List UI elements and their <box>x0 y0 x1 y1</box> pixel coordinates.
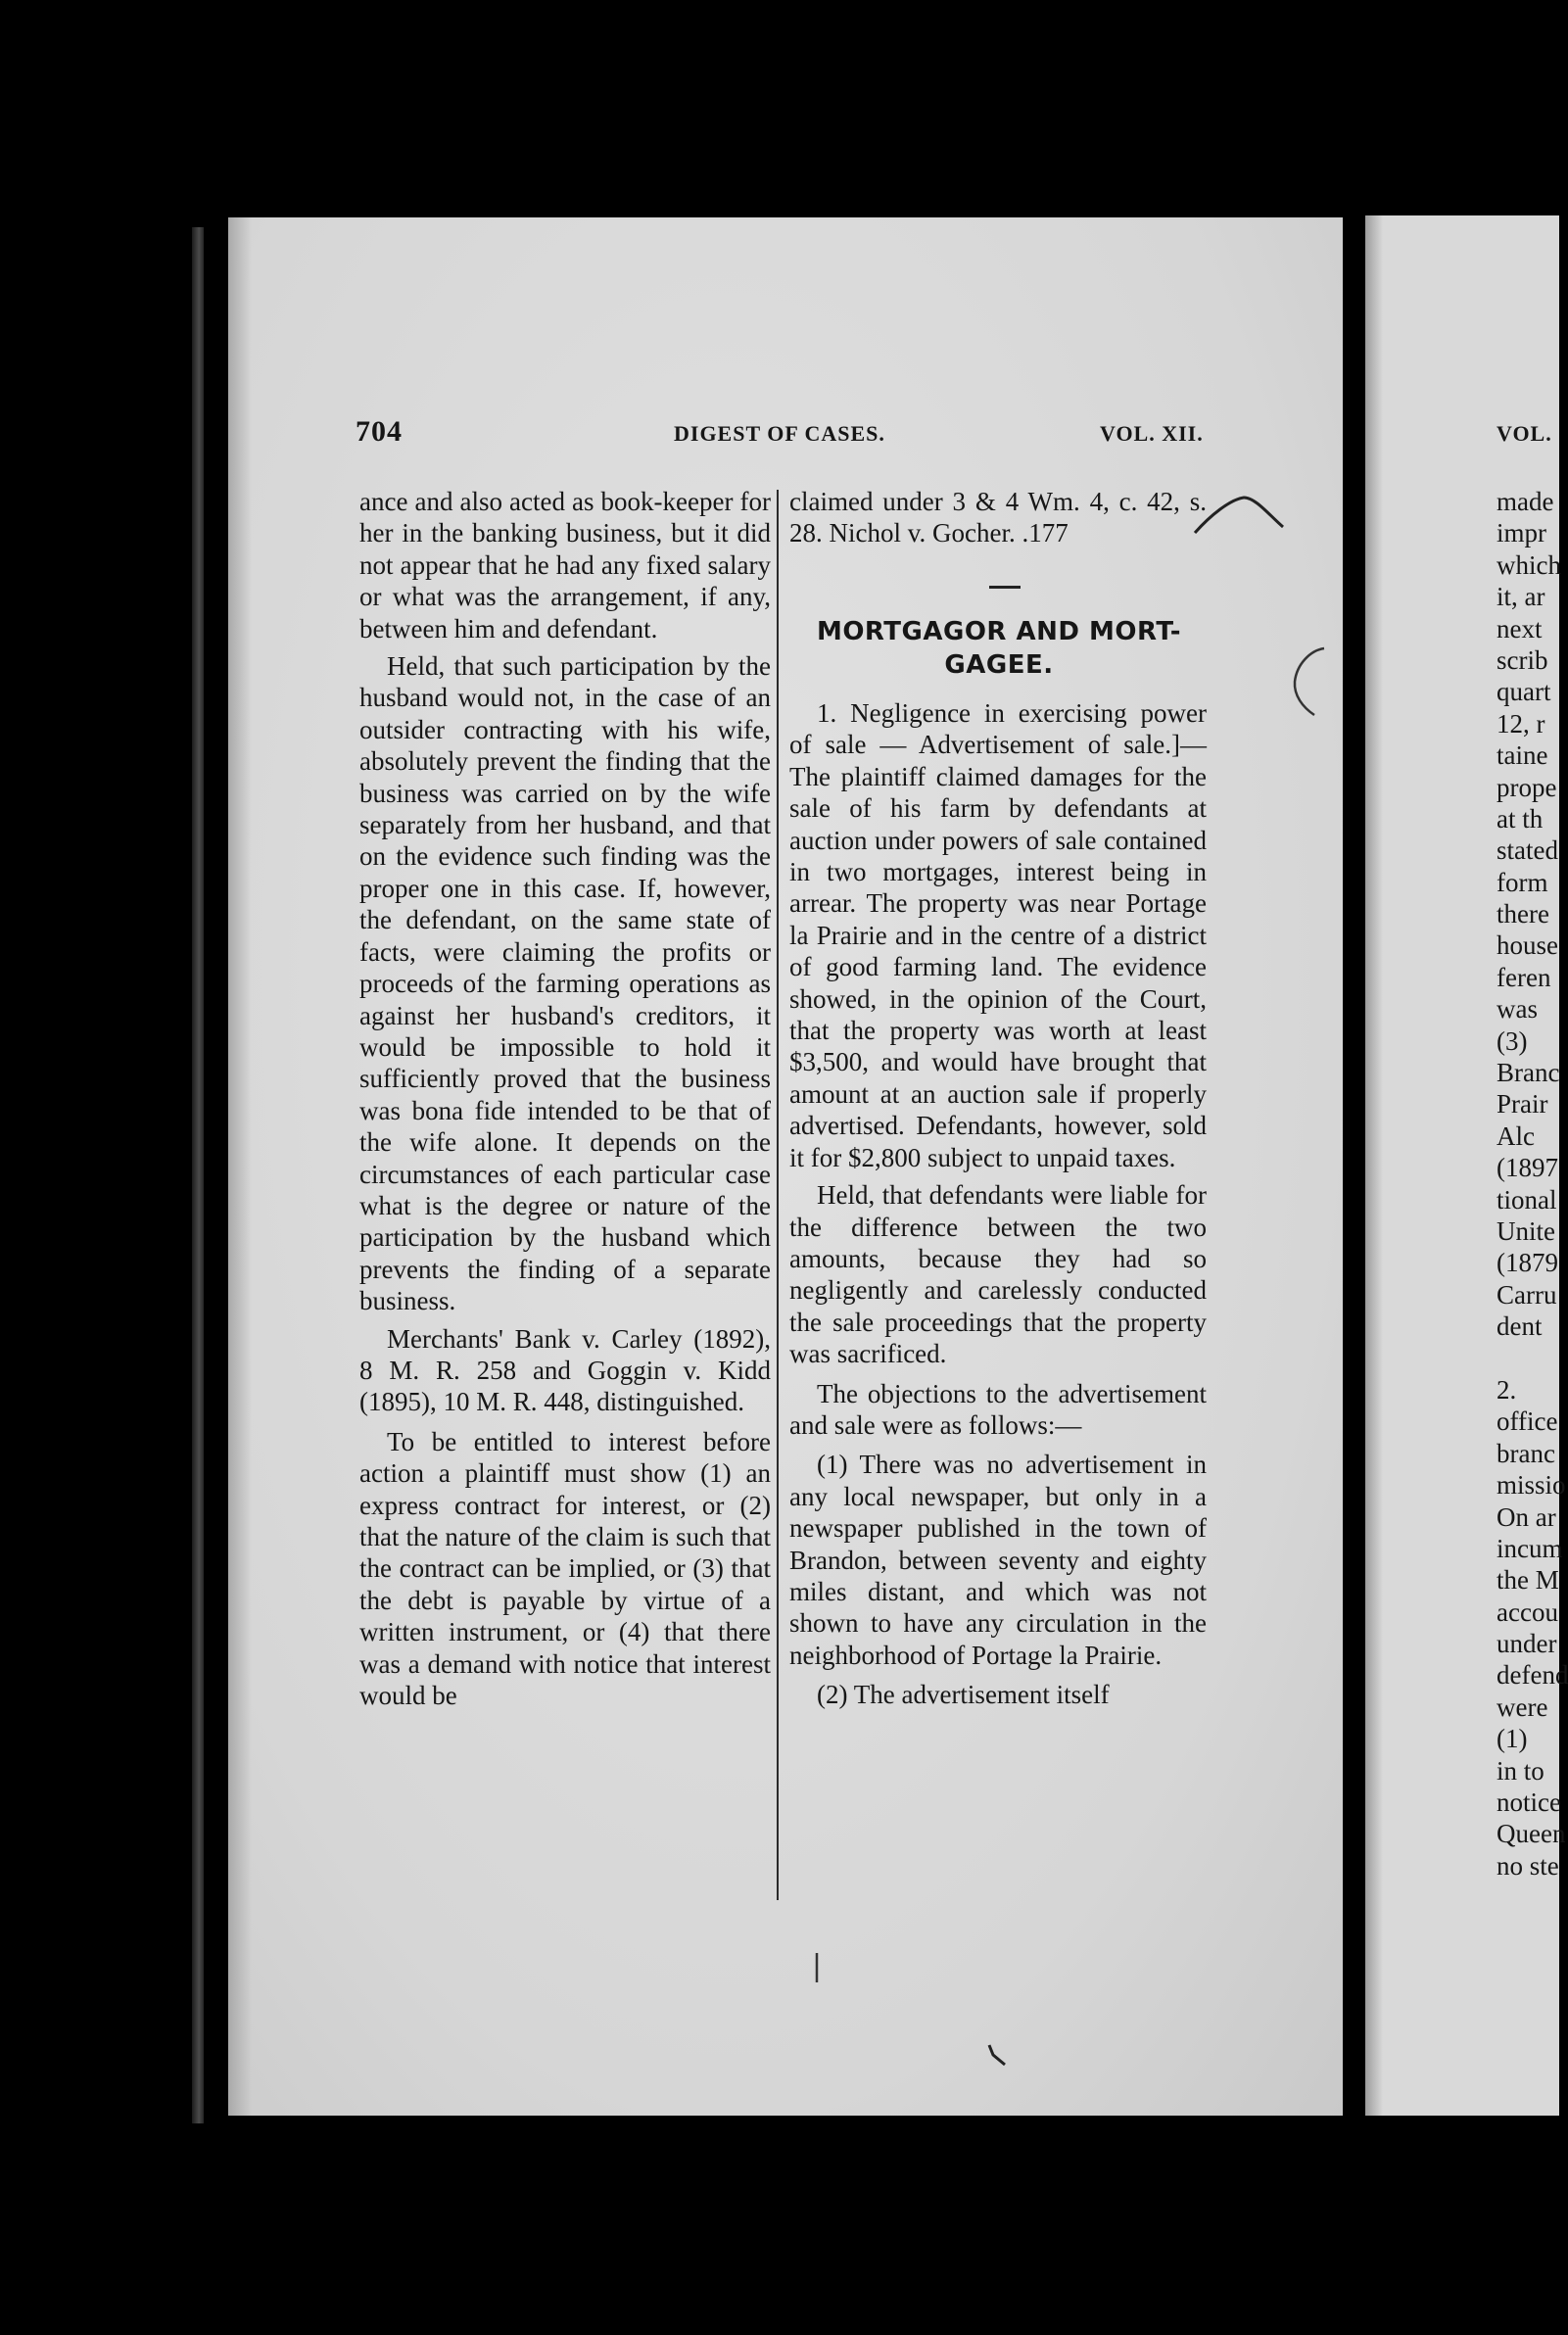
adjacent-line-fragment: accou <box>1497 1596 1558 1627</box>
adjacent-line-fragment: were <box>1497 1692 1548 1722</box>
adjacent-line-fragment: was <box>1497 994 1538 1025</box>
adjacent-line-fragment: incum <box>1497 1533 1563 1563</box>
adjacent-line-fragment: Carru <box>1497 1279 1557 1310</box>
left-column <box>359 486 771 1711</box>
adjacent-line-fragment: Alc <box>1497 1120 1535 1151</box>
adjacent-line-fragment: under <box>1497 1629 1557 1659</box>
running-title: DIGEST OF CASES. <box>674 421 885 446</box>
right-paragraph-4: (1) There was no advertisement in any local newspaper, but only in a newspaper published in the town of Brandon, between seventy and eighty miles distant, and which was not shown to have any circulation in the neighborhood of Portage la Prairie. <box>789 1450 1207 1670</box>
adjacent-line-fragment: stated <box>1497 835 1558 866</box>
adjacent-line-fragment: branc <box>1497 1438 1555 1468</box>
adjacent-line-fragment: dent <box>1497 1311 1543 1342</box>
adjacent-line-fragment: next <box>1497 613 1543 643</box>
right-paragraph-2: Held, that defendants were liable for the difference between the two amounts, because they had so negligently and carelessly conducted the sale proceedings that the property was sacrificed. <box>789 1180 1207 1369</box>
right-paragraph-5: (2) The advertisement itself <box>817 1680 1110 1710</box>
left-paragraph-1: ance and also acted as book-keeper for her in the banking business, but it did not appear that he had any fixed salary or what was the arrangement, if any, between him and defendant. <box>359 487 771 643</box>
adjacent-line-fragment: impr <box>1497 518 1546 548</box>
volume-label: VOL. XII. <box>1100 421 1204 446</box>
adjacent-line-fragment <box>1497 1343 1565 1374</box>
adjacent-line-fragment: quart <box>1497 677 1551 707</box>
adjacent-line-fragment: On ar <box>1497 1501 1556 1532</box>
pencil-mark-dash <box>809 1949 825 1988</box>
adjacent-line-fragment: notice <box>1497 1787 1561 1818</box>
adjacent-line-fragment: the M <box>1497 1565 1559 1596</box>
adjacent-line-fragment: made <box>1497 487 1554 516</box>
adjacent-line-fragment: tional <box>1497 1184 1557 1215</box>
adjacent-line-fragment: feren <box>1497 962 1551 992</box>
adjacent-line-fragment: which <box>1497 549 1561 580</box>
pencil-mark-hook <box>1285 643 1334 721</box>
section-heading <box>793 615 1205 682</box>
right-paragraph-1: 1. Negligence in exercising power of sale — Advertisement of sale.]—The plaintiff claimed damages for the sale of his farm by defendants at auction under powers of sale contained in two mortgages, interest being in arrear. The property was near Portage la Prairie and in the centre of a district of good farming land. The evidence showed, in the opinion of the Court, that the property was worth at least $3,500, and would have brought that amount at an auction sale if properly advertised. Defendants, however, sold it for $2,800 subject to unpaid taxes. <box>789 698 1207 1172</box>
adjacent-line-fragment: it, ar <box>1497 582 1545 612</box>
adjacent-line-fragment: (1) <box>1497 1724 1528 1754</box>
adjacent-line-fragment: Queen <box>1497 1819 1566 1849</box>
right-opening-text: claimed under 3 & 4 Wm. 4, c. 42, s. 28. Nichol v. Gocher. .177 <box>789 487 1207 548</box>
left-paragraph-2: Held, that such participation by the husband would not, in the case of an outsider contracting with his wife, absolutely prevent the finding that the business was carried on by the wife separately from her husband, and that on the evidence such finding was the proper one in this case. If, however, the defendant, on the same state of facts, were claiming the profits or proceeds of the farming operations as against her husband's creditors, it would be impossible to hold it sufficiently proved that the business was bona fide intended to be that of the wife alone. It depends on the circumstances of each particular case what is the degree or nature of the participation by the husband which prevents the finding of a separate business. <box>359 651 771 1316</box>
adjacent-line-fragment: 2. <box>1497 1374 1517 1405</box>
adjacent-line-fragment: missio <box>1497 1470 1566 1501</box>
adjacent-line-fragment: scrib <box>1497 644 1548 675</box>
adjacent-line-fragment: defend <box>1497 1660 1568 1691</box>
adjacent-line-fragment: Unite <box>1497 1215 1555 1246</box>
adjacent-line-fragment: prope <box>1497 772 1557 802</box>
adjacent-line-fragment: Branc <box>1497 1058 1560 1088</box>
pencil-mark-curve <box>1191 490 1289 548</box>
adjacent-line-fragment: at th <box>1497 803 1544 834</box>
pencil-mark-tick <box>983 2041 1013 2071</box>
adjacent-line-fragment: (3) <box>1497 1025 1528 1056</box>
adjacent-line-fragment: office <box>1497 1406 1558 1437</box>
adjacent-line-fragment: in to <box>1497 1755 1544 1786</box>
adjacent-line-fragment: Prair <box>1497 1089 1548 1120</box>
adjacent-line-fragment: 12, r <box>1497 708 1545 739</box>
section-heading-line-2: GAGEE. <box>944 650 1054 680</box>
adjacent-line-fragment: house <box>1497 930 1558 961</box>
left-paragraph-4: To be entitled to interest before action a plaintiff must show (1) an express contract for interest, or (2) that the nature of the claim is such that the contract can be implied, or (3) that the debt is payable by virtue of a written instrument, or (4) that there was a demand with notice that interest would be <box>359 1426 771 1711</box>
left-paragraph-3: Merchants' Bank v. Carley (1892), 8 M. R. 258 and Goggin v. Kidd (1895), 10 M. R. 448, distinguished. <box>359 1323 771 1417</box>
adjacent-line-fragment: form <box>1497 867 1548 897</box>
right-paragraph-3: The objections to the advertisement and sale were as follows:— <box>789 1378 1207 1440</box>
adjacent-line-fragment: taine <box>1497 740 1548 771</box>
column-divider <box>777 490 779 1900</box>
section-rule <box>989 586 1021 589</box>
right-column-body <box>789 697 1207 1711</box>
adjacent-line-fragment: no ste <box>1497 1850 1559 1881</box>
adjacent-page-text <box>1497 486 1568 1882</box>
adjacent-page-header: VOL. <box>1497 421 1552 446</box>
adjacent-line-fragment: there <box>1497 899 1549 929</box>
adjacent-line-fragment: (1879 <box>1497 1248 1558 1278</box>
right-column-opening <box>789 486 1207 549</box>
adjacent-line-fragment: (1897 <box>1497 1153 1558 1183</box>
book-spine-edge <box>192 227 204 2123</box>
section-heading-line-1: MORTGAGOR AND MORT- <box>816 617 1182 646</box>
page-number: 704 <box>356 415 403 448</box>
